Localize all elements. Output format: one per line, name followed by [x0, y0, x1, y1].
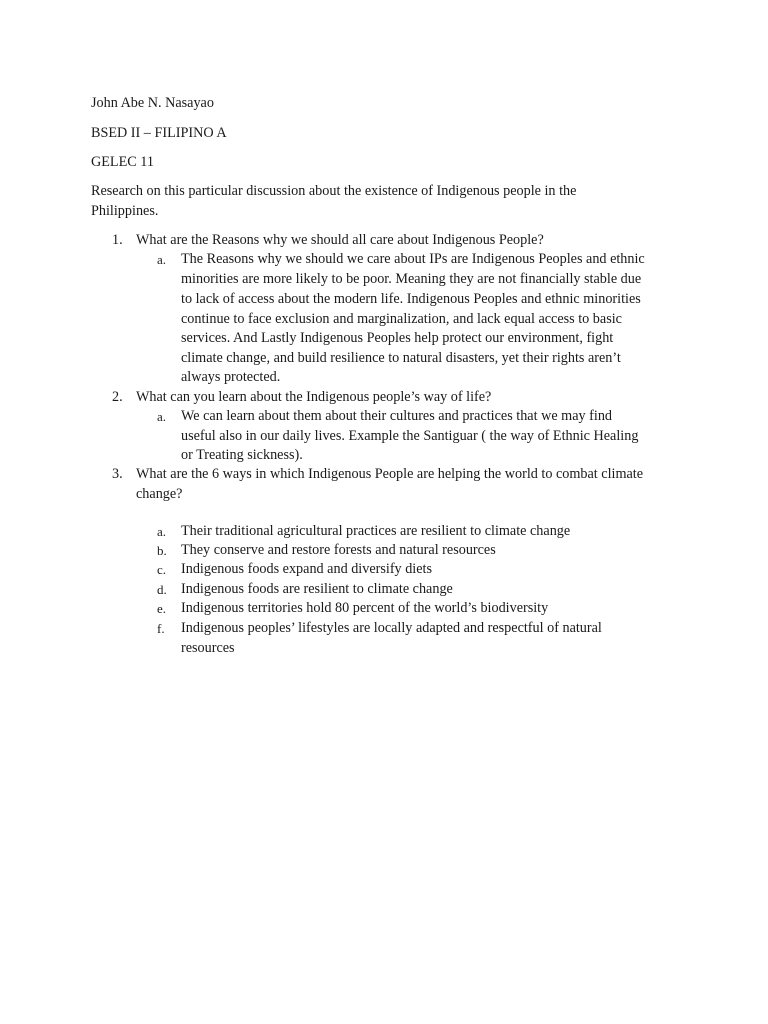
answer-letter: d. — [157, 582, 167, 597]
answer-letter: b. — [157, 543, 167, 558]
answer-1a — [157, 250, 671, 388]
answer-line: Their traditional agricultural practices are resilient to climate change — [181, 523, 571, 539]
question-2 — [112, 388, 681, 408]
answer-3d — [157, 580, 671, 600]
question-text: What are the 6 ways in which Indigenous People are helping the world to combat climate change? — [136, 466, 644, 502]
question-text: What can you learn about the Indigenous people’s way of life? — [136, 389, 492, 405]
answer-3f — [157, 619, 671, 658]
answer-line: Indigenous foods expand and diversify diets — [181, 561, 432, 577]
course-section: BSED II – FILIPINO A — [91, 125, 227, 141]
answer-line: or Treating sickness). — [181, 447, 303, 463]
answer-3e — [157, 599, 671, 619]
answer-line: resources — [181, 639, 235, 656]
answer-line: climate change, and build resilience to natural disasters, yet their rights aren’t — [181, 349, 621, 366]
answer-3a — [157, 522, 671, 542]
question-1 — [112, 231, 681, 251]
answer-line: always protected. — [181, 369, 281, 385]
answer-line: They conserve and restore forests and natural resources — [181, 542, 496, 558]
question-3 — [112, 465, 681, 504]
answer-3b — [157, 541, 671, 561]
answer-letter: f. — [157, 621, 165, 636]
answer-letter: a. — [157, 524, 167, 539]
answer-line: Indigenous foods are resilient to climate change — [181, 581, 453, 597]
answer-letter: a. — [157, 252, 167, 267]
question-number: 3. — [112, 466, 123, 482]
answer-line: continue to face exclusion and marginalization, and lack equal access to basic — [181, 310, 622, 327]
answer-letter: a. — [157, 409, 167, 424]
answer-line: minorities are more likely to be poor. Meaning they are not financially stable due — [181, 270, 642, 287]
answer-line: to lack of access about the modern life. Indigenous Peoples and ethnic minorities — [181, 291, 641, 307]
answer-line: The Reasons why we should we care about IPs are Indigenous Peoples and ethnic — [181, 251, 645, 267]
question-number: 2. — [112, 389, 123, 405]
answer-line: Indigenous territories hold 80 percent of the world’s biodiversity — [181, 600, 549, 616]
answer-2a — [157, 407, 671, 466]
answer-line: We can learn about them about their cultures and practices that we may find — [181, 408, 613, 424]
subject-code: GELEC 11 — [91, 154, 154, 170]
student-name: John Abe N. Nasayao — [91, 95, 214, 111]
answer-line: Indigenous peoples’ lifestyles are locally adapted and respectful of natural — [181, 620, 602, 636]
answer-line: useful also in our daily lives. Example the Santiguar ( the way of Ethnic Healing — [181, 427, 639, 444]
question-number: 1. — [112, 232, 123, 248]
question-text: What are the Reasons why we should all care about Indigenous People? — [136, 232, 544, 248]
intro-paragraph: Research on this particular discussion about the existence of Indigenous people in the Philippines. — [91, 183, 577, 219]
answer-3c — [157, 560, 671, 580]
answer-letter: c. — [157, 562, 167, 577]
answer-letter: e. — [157, 601, 167, 616]
answer-line: services. And Lastly Indigenous Peoples help protect our environment, fight — [181, 330, 614, 346]
